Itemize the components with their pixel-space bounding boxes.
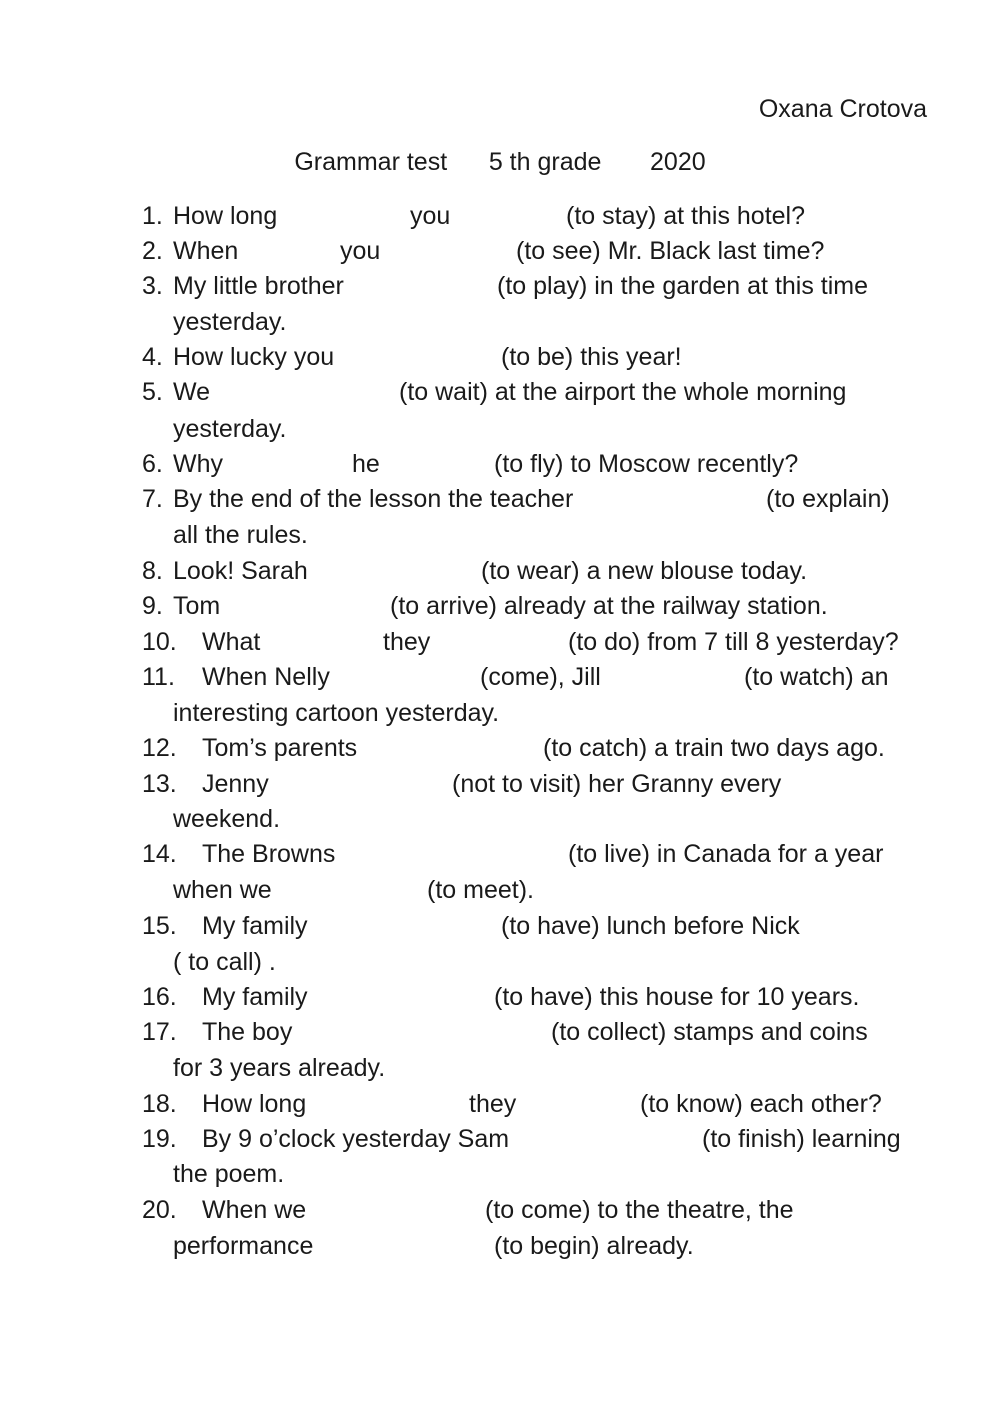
item-text: they [383, 628, 431, 656]
item-text: (to see) Mr. Black last time? [516, 237, 825, 265]
item-text: (not to visit) her Granny every [452, 770, 782, 798]
item-number: 19. [142, 1125, 177, 1153]
item-text: When Nelly [202, 663, 330, 691]
item-number: 12. [142, 734, 177, 762]
item-text: We [173, 378, 211, 406]
item-text: By 9 o’clock yesterday Sam [202, 1125, 510, 1153]
item-text: (to catch) a train two days ago. [543, 734, 885, 762]
item-text: When we [202, 1196, 307, 1224]
item-text: How long [202, 1090, 307, 1118]
item-text: Why [173, 450, 223, 478]
item-text: you [410, 202, 451, 230]
item-number: 20. [142, 1196, 177, 1224]
item-text: My family [202, 912, 308, 940]
item-number: 10. [142, 628, 177, 656]
item-text: (to have) this house for 10 years. [494, 983, 860, 1011]
item-number: 3. [142, 272, 163, 300]
item-text-continued: weekend. [173, 805, 281, 833]
test-title: Grammar test 5 th grade 2020 [294, 148, 706, 176]
item-text: (to live) in Canada for a year [568, 840, 884, 868]
item-text: How lucky you [173, 343, 335, 371]
item-text: The boy [202, 1018, 293, 1046]
item-text: Look! Sarah [173, 557, 308, 585]
item-text: (to be) this year! [501, 343, 682, 371]
item-number: 7. [142, 485, 163, 513]
item-number: 18. [142, 1090, 177, 1118]
item-text-continued: (to meet). [427, 876, 534, 904]
item-text: you [340, 237, 381, 265]
item-text: (to fly) to Moscow recently? [494, 450, 799, 478]
item-text: (to watch) an [744, 663, 889, 691]
item-text: (to arrive) already at the railway station. [390, 592, 828, 620]
item-text: Jenny [202, 770, 269, 798]
item-text: (to wait) at the airport the whole morning [399, 378, 847, 406]
item-text: When [173, 237, 239, 265]
item-number: 2. [142, 237, 163, 265]
item-number: 5. [142, 378, 163, 406]
item-text: (to stay) at this hotel? [566, 202, 806, 230]
item-text: (to finish) learning [702, 1125, 901, 1153]
item-text: How long [173, 202, 278, 230]
item-text: My family [202, 983, 308, 1011]
item-text: (come), Jill [480, 663, 601, 691]
item-number: 13. [142, 770, 177, 798]
item-text: (to have) lunch before Nick [501, 912, 800, 940]
item-text-continued: when we [173, 876, 272, 904]
item-text-continued: yesterday. [173, 415, 287, 443]
item-text: (to do) from 7 till 8 yesterday? [568, 628, 899, 656]
author-name: Oxana Crotova [758, 95, 927, 123]
item-text-continued: interesting cartoon yesterday. [173, 699, 500, 727]
item-text-continued: ( to call) . [173, 948, 276, 976]
item-text: (to come) to the theatre, the [485, 1196, 794, 1224]
item-text-continued: yesterday. [173, 308, 287, 336]
item-text-continued: performance [173, 1232, 314, 1260]
item-text-continued: (to begin) already. [494, 1232, 694, 1260]
item-text: (to know) each other? [640, 1090, 882, 1118]
item-text: My little brother [173, 272, 344, 300]
item-text-continued: for 3 years already. [173, 1054, 386, 1082]
item-text-continued: the poem. [173, 1160, 285, 1188]
item-text: Tom [173, 592, 221, 620]
item-number: 4. [142, 343, 163, 371]
item-number: 16. [142, 983, 177, 1011]
item-text: Tom’s parents [202, 734, 358, 762]
item-text: (to play) in the garden at this time [497, 272, 869, 300]
item-number: 14. [142, 840, 177, 868]
item-text: (to collect) stamps and coins [551, 1018, 868, 1046]
item-text: The Browns [202, 840, 336, 868]
item-number: 6. [142, 450, 163, 478]
item-number: 8. [142, 557, 163, 585]
item-number: 11. [142, 663, 175, 691]
item-text: he [352, 450, 380, 478]
item-text: (to wear) a new blouse today. [481, 557, 808, 585]
item-text: What [202, 628, 261, 656]
item-number: 17. [142, 1018, 177, 1046]
item-text: they [469, 1090, 517, 1118]
item-number: 9. [142, 592, 163, 620]
item-number: 15. [142, 912, 177, 940]
item-number: 1. [142, 202, 163, 230]
item-text: (to explain) [766, 485, 890, 513]
item-text: By the end of the lesson the teacher [173, 485, 574, 513]
item-text-continued: all the rules. [173, 521, 308, 549]
